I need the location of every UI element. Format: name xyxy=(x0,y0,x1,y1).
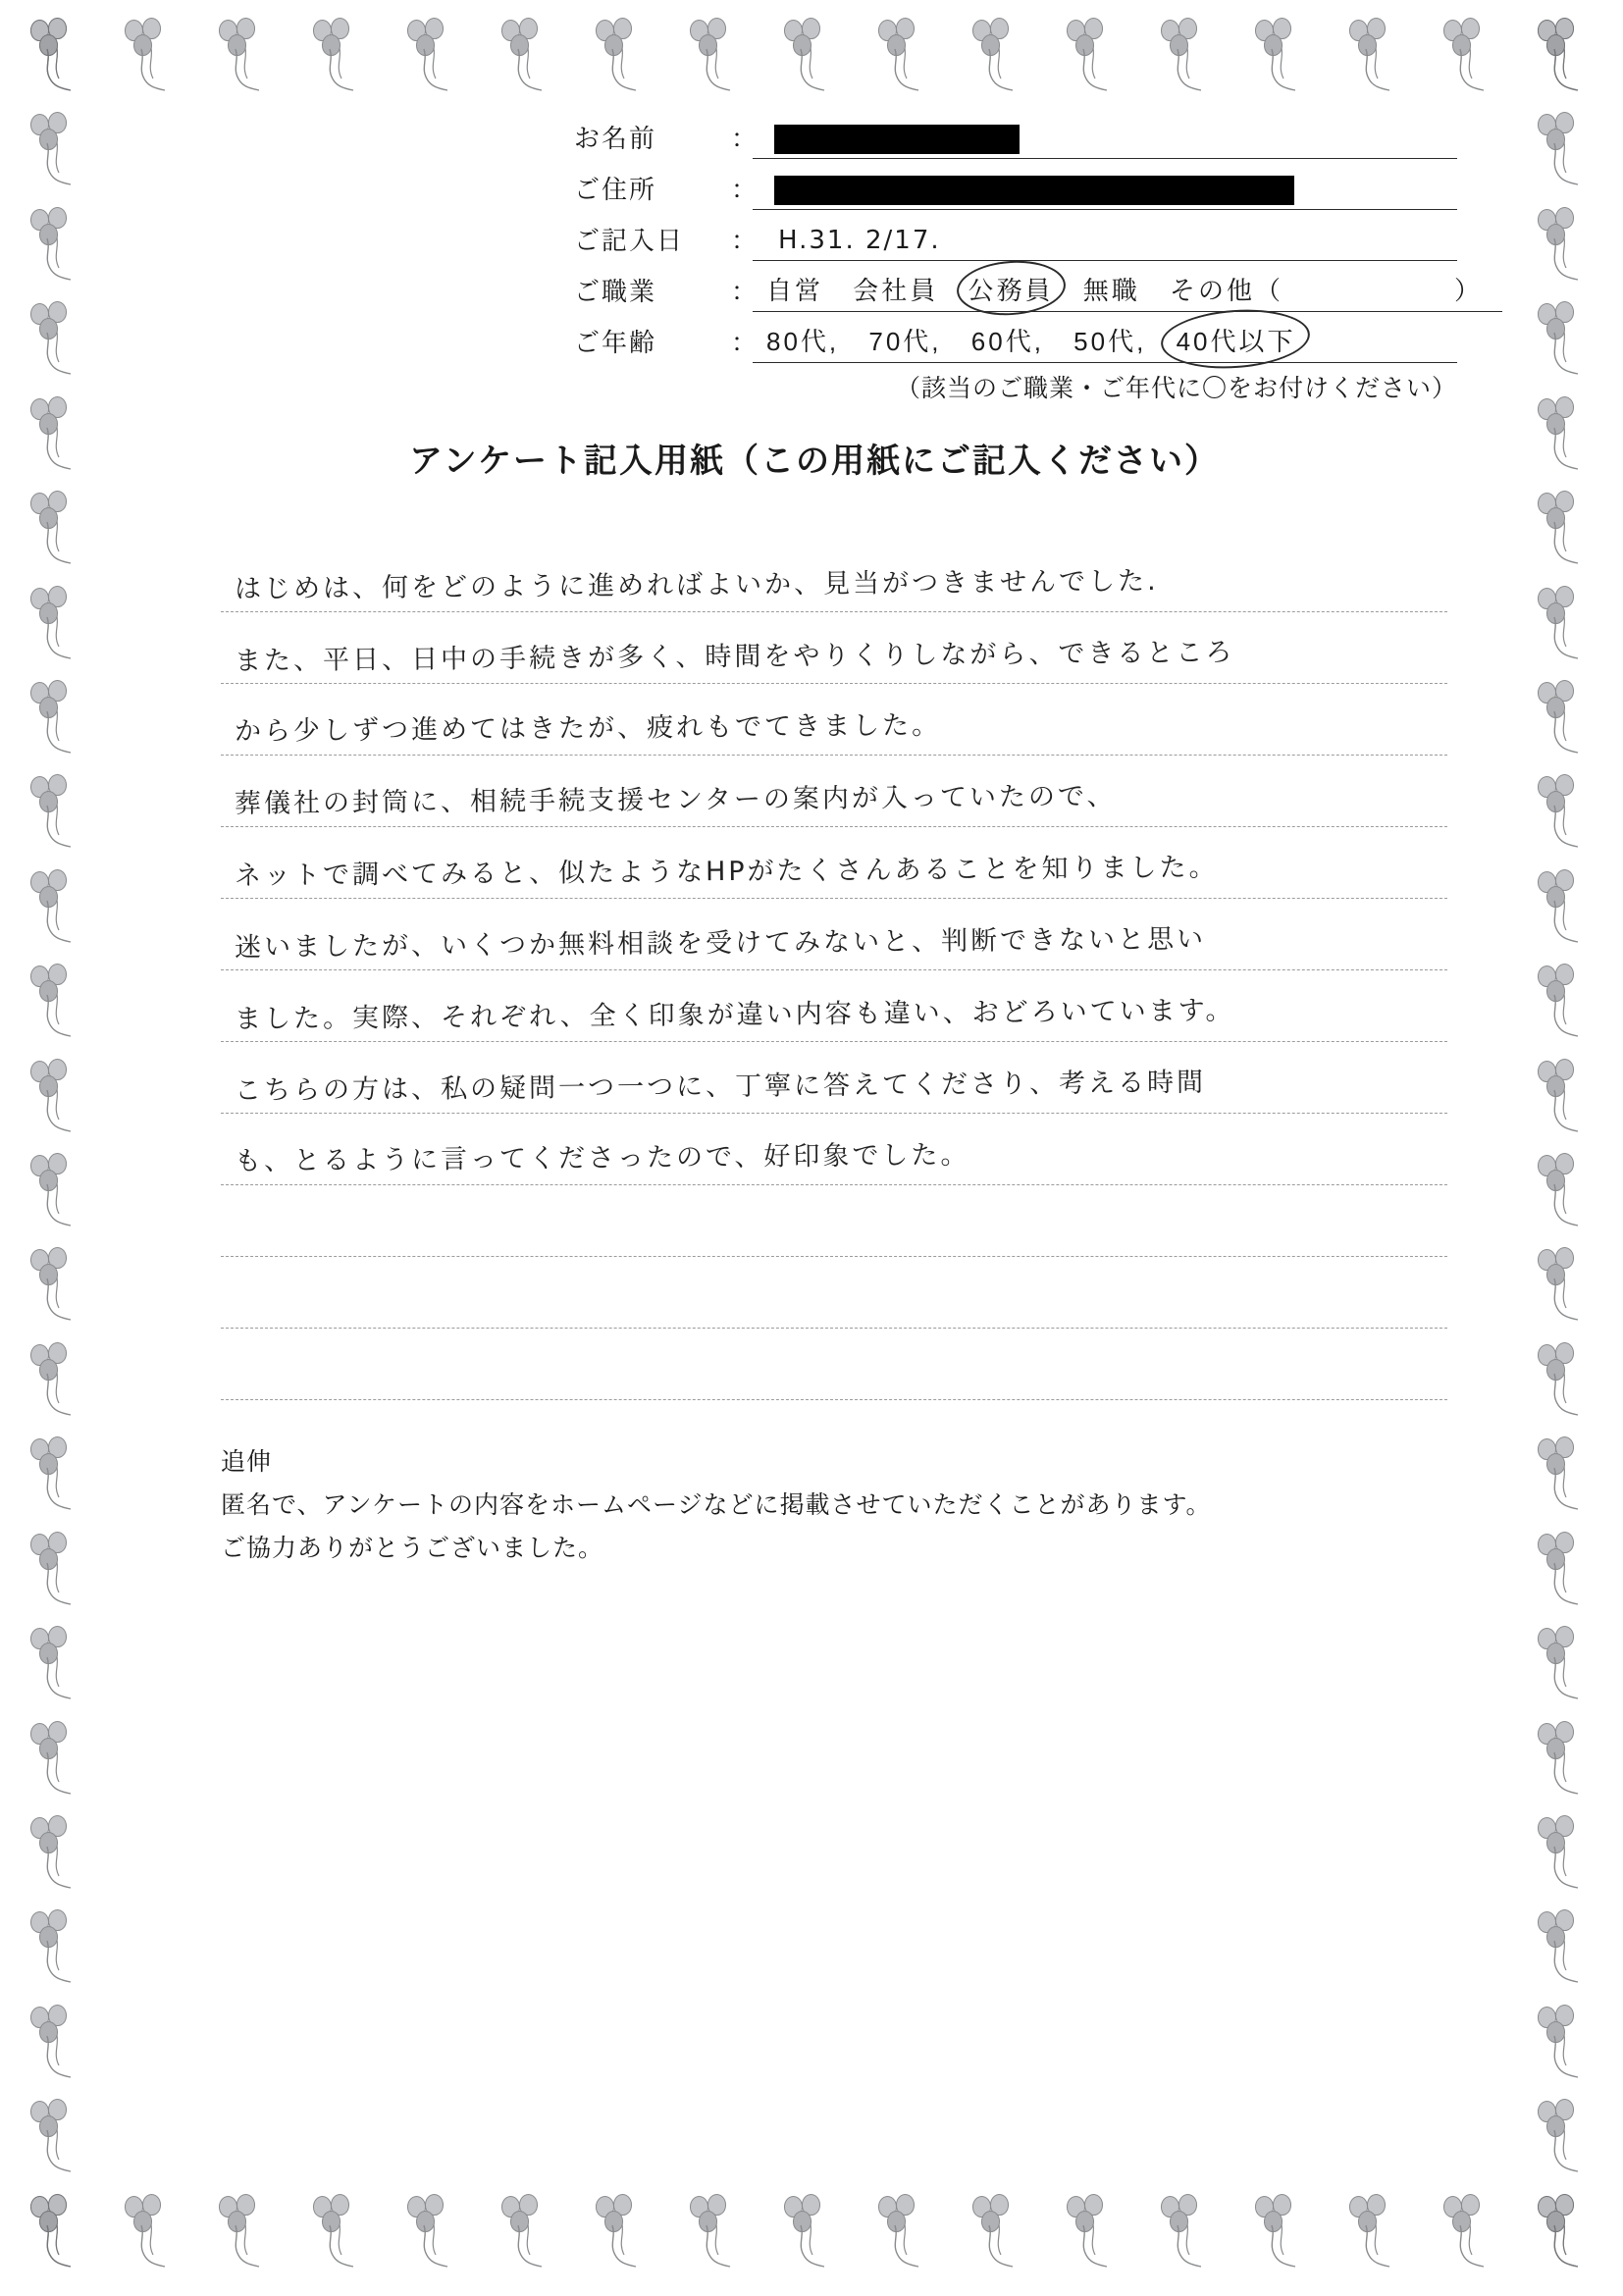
age-option-80s[interactable]: 80代, xyxy=(766,327,840,356)
colon-age: ： xyxy=(731,328,759,357)
balloon-icon xyxy=(1158,18,1219,98)
answer-line[interactable] xyxy=(221,541,1447,612)
balloon-icon xyxy=(1064,18,1125,98)
answer-line[interactable] xyxy=(221,612,1447,684)
balloon-icon xyxy=(27,207,88,287)
label-age: ご年齢 xyxy=(574,328,657,357)
balloon-icon xyxy=(969,2194,1030,2274)
answer-line-text: も、とるように言ってくださったので、好印象でした。 xyxy=(234,1139,970,1177)
postscript-heading: 追伸 xyxy=(221,1448,273,1476)
value-date[interactable] xyxy=(753,225,1457,261)
balloon-icon xyxy=(27,680,88,760)
balloon-icon xyxy=(875,2194,936,2274)
balloon-icon xyxy=(1346,2194,1407,2274)
balloon-icon xyxy=(1535,680,1596,760)
balloon-icon xyxy=(27,2099,88,2179)
balloon-icon xyxy=(27,396,88,477)
label-name: お名前 xyxy=(574,124,657,153)
field-row-occupation xyxy=(574,261,1484,312)
balloon-icon xyxy=(27,1532,88,1612)
balloon-icon xyxy=(1535,2099,1596,2179)
balloon-icon xyxy=(1535,18,1596,98)
balloon-icon xyxy=(122,18,183,98)
answer-line-text: 葬儀社の封筒に、相続手続支援センターの案内が入っていたので、 xyxy=(234,781,1117,819)
occupation-option-self-employed[interactable]: 自営 xyxy=(766,276,824,305)
field-row-date xyxy=(574,210,1457,261)
balloon-icon xyxy=(593,2194,654,2274)
balloon-icon xyxy=(1535,1247,1596,1328)
balloon-icon xyxy=(1535,396,1596,477)
redaction-bar-name xyxy=(774,125,1020,154)
balloon-icon xyxy=(1535,491,1596,571)
balloon-icon xyxy=(27,491,88,571)
answer-line[interactable] xyxy=(221,1185,1447,1257)
balloon-icon xyxy=(1535,1342,1596,1423)
balloon-icon xyxy=(1252,18,1313,98)
value-occupation[interactable] xyxy=(753,271,1502,312)
balloon-icon xyxy=(1440,2194,1501,2274)
balloon-icon xyxy=(1535,586,1596,666)
label-address: ご住所 xyxy=(574,175,657,204)
balloon-icon xyxy=(687,2194,748,2274)
handwritten-date: H.31. 2/17. xyxy=(778,226,941,255)
field-row-age xyxy=(574,312,1457,363)
postscript-block xyxy=(221,1441,1501,1570)
answer-line-text: ました。実際、それぞれ、全く印象が違い内容も違い、おどろいています。 xyxy=(234,995,1235,1035)
balloon-icon xyxy=(27,301,88,382)
redaction-bar-address xyxy=(774,176,1294,205)
balloon-icon xyxy=(310,18,371,98)
answer-line-text: から少しずつ進めてはきたが、疲れもでてきました。 xyxy=(234,709,942,748)
balloon-icon xyxy=(1535,112,1596,192)
balloon-icon xyxy=(404,2194,465,2274)
answer-line[interactable] xyxy=(221,970,1447,1042)
balloon-icon xyxy=(27,18,88,98)
balloon-icon xyxy=(122,2194,183,2274)
field-row-address xyxy=(574,159,1457,210)
colon-address: ： xyxy=(731,175,759,204)
balloon-icon xyxy=(1535,1909,1596,1990)
balloon-icon xyxy=(216,2194,277,2274)
balloon-icon xyxy=(27,112,88,192)
balloon-icon xyxy=(27,1815,88,1896)
balloon-icon xyxy=(687,18,748,98)
balloon-icon xyxy=(27,869,88,950)
answer-line-text: また、平日、日中の手続きが多く、時間をやりくりしながら、できるところ xyxy=(234,637,1235,677)
age-option-70s[interactable]: 70代, xyxy=(868,327,942,356)
answer-line[interactable] xyxy=(221,684,1447,756)
balloon-icon xyxy=(216,18,277,98)
occupation-option-civil-servant[interactable]: 公務員 xyxy=(969,271,1054,307)
balloon-icon xyxy=(27,2194,88,2274)
answer-line-text: ネットで調べてみると、似たようなHPがたくさんあることを知りました。 xyxy=(234,852,1219,892)
balloon-icon xyxy=(1252,2194,1313,2274)
balloon-icon xyxy=(1346,18,1407,98)
colon-name: ： xyxy=(731,124,759,153)
balloon-icon xyxy=(1535,869,1596,950)
occupation-option-other[interactable]: その他（ ） xyxy=(1170,276,1484,305)
balloon-icon xyxy=(27,964,88,1044)
value-name[interactable] xyxy=(753,123,1457,159)
age-choices xyxy=(766,327,1315,356)
balloon-column-left xyxy=(27,18,88,2274)
balloon-icon xyxy=(875,18,936,98)
balloon-icon xyxy=(1535,774,1596,855)
balloon-icon xyxy=(1535,207,1596,287)
balloon-icon xyxy=(27,586,88,666)
balloon-icon xyxy=(404,18,465,98)
balloon-icon xyxy=(1535,1532,1596,1612)
circle-instruction: （該当のご職業・ご年代に〇をお付けください） xyxy=(895,375,1457,402)
balloon-icon xyxy=(593,18,654,98)
document-content xyxy=(128,108,1501,1570)
answer-line-text: こちらの方は、私の疑問一つ一つに、丁寧に答えてくださり、考える時間 xyxy=(234,1067,1207,1107)
balloon-icon xyxy=(27,1247,88,1328)
value-age[interactable] xyxy=(753,322,1457,363)
balloon-icon xyxy=(1064,2194,1125,2274)
value-address[interactable] xyxy=(753,174,1457,210)
answer-line[interactable] xyxy=(221,1329,1447,1400)
occupation-choices xyxy=(766,276,1502,305)
answer-line-text: はじめは、何をどのように進めればよいか、見当がつきませんでした. xyxy=(234,565,1159,605)
balloon-icon xyxy=(27,1626,88,1706)
balloon-icon xyxy=(27,18,88,98)
balloon-column-right xyxy=(1535,18,1596,2274)
colon-occupation: ： xyxy=(731,277,759,306)
postscript-line-1: 匿名で、アンケートの内容をホームページなどに掲載させていただくことがあります。 xyxy=(221,1490,1212,1519)
balloon-icon xyxy=(27,1909,88,1990)
age-option-50s[interactable]: 50代, xyxy=(1073,327,1147,356)
balloon-icon xyxy=(498,2194,559,2274)
balloon-icon xyxy=(1440,18,1501,98)
balloon-row-bottom xyxy=(27,2194,1596,2274)
balloon-icon xyxy=(1158,2194,1219,2274)
balloon-icon xyxy=(1535,301,1596,382)
respondent-fields xyxy=(574,108,1484,363)
page-title: アンケート記入用紙（この用紙にご記入ください） xyxy=(409,443,1220,480)
answer-line[interactable] xyxy=(221,756,1447,827)
balloon-icon xyxy=(27,774,88,855)
balloon-icon xyxy=(310,2194,371,2274)
balloon-icon xyxy=(1535,1436,1596,1517)
answer-line[interactable] xyxy=(221,1114,1447,1185)
balloon-icon xyxy=(1535,1721,1596,1801)
balloon-icon xyxy=(27,1436,88,1517)
age-option-40s-and-under[interactable]: 40代以下 xyxy=(1177,322,1296,358)
balloon-row-top xyxy=(27,18,1596,98)
age-option-60s[interactable]: 60代, xyxy=(970,327,1044,356)
label-occupation: ご職業 xyxy=(574,277,657,306)
balloon-icon xyxy=(27,1342,88,1423)
balloon-icon xyxy=(27,1721,88,1801)
balloon-icon xyxy=(1535,2194,1596,2274)
balloon-icon xyxy=(1535,2005,1596,2085)
balloon-icon xyxy=(27,1153,88,1233)
occupation-option-company-employee[interactable]: 会社員 xyxy=(853,276,939,305)
balloon-icon xyxy=(27,2194,88,2274)
answer-line[interactable] xyxy=(221,827,1447,899)
balloon-icon xyxy=(498,18,559,98)
answer-line[interactable] xyxy=(221,1257,1447,1329)
balloon-icon xyxy=(27,1059,88,1139)
balloon-icon xyxy=(1535,1815,1596,1896)
postscript-line-2: ご協力ありがとうございました。 xyxy=(221,1534,604,1562)
balloon-icon xyxy=(781,18,842,98)
balloon-icon xyxy=(1535,1153,1596,1233)
balloon-icon xyxy=(1535,2194,1596,2274)
field-row-name xyxy=(574,108,1457,159)
balloon-icon xyxy=(1535,1626,1596,1706)
balloon-icon xyxy=(781,2194,842,2274)
balloon-icon xyxy=(969,18,1030,98)
answer-line[interactable] xyxy=(221,899,1447,970)
balloon-icon xyxy=(1535,18,1596,98)
colon-date: ： xyxy=(731,226,759,255)
balloon-icon xyxy=(1535,964,1596,1044)
handwritten-answer-area xyxy=(221,541,1447,1400)
balloon-icon xyxy=(27,2005,88,2085)
answer-line[interactable] xyxy=(221,1042,1447,1114)
label-date: ご記入日 xyxy=(574,226,685,255)
answer-line-text: 迷いましたが、いくつか無料相談を受けてみないと、判断できないと思い xyxy=(234,923,1207,964)
balloon-icon xyxy=(1535,1059,1596,1139)
occupation-option-unemployed[interactable]: 無職 xyxy=(1082,276,1140,305)
